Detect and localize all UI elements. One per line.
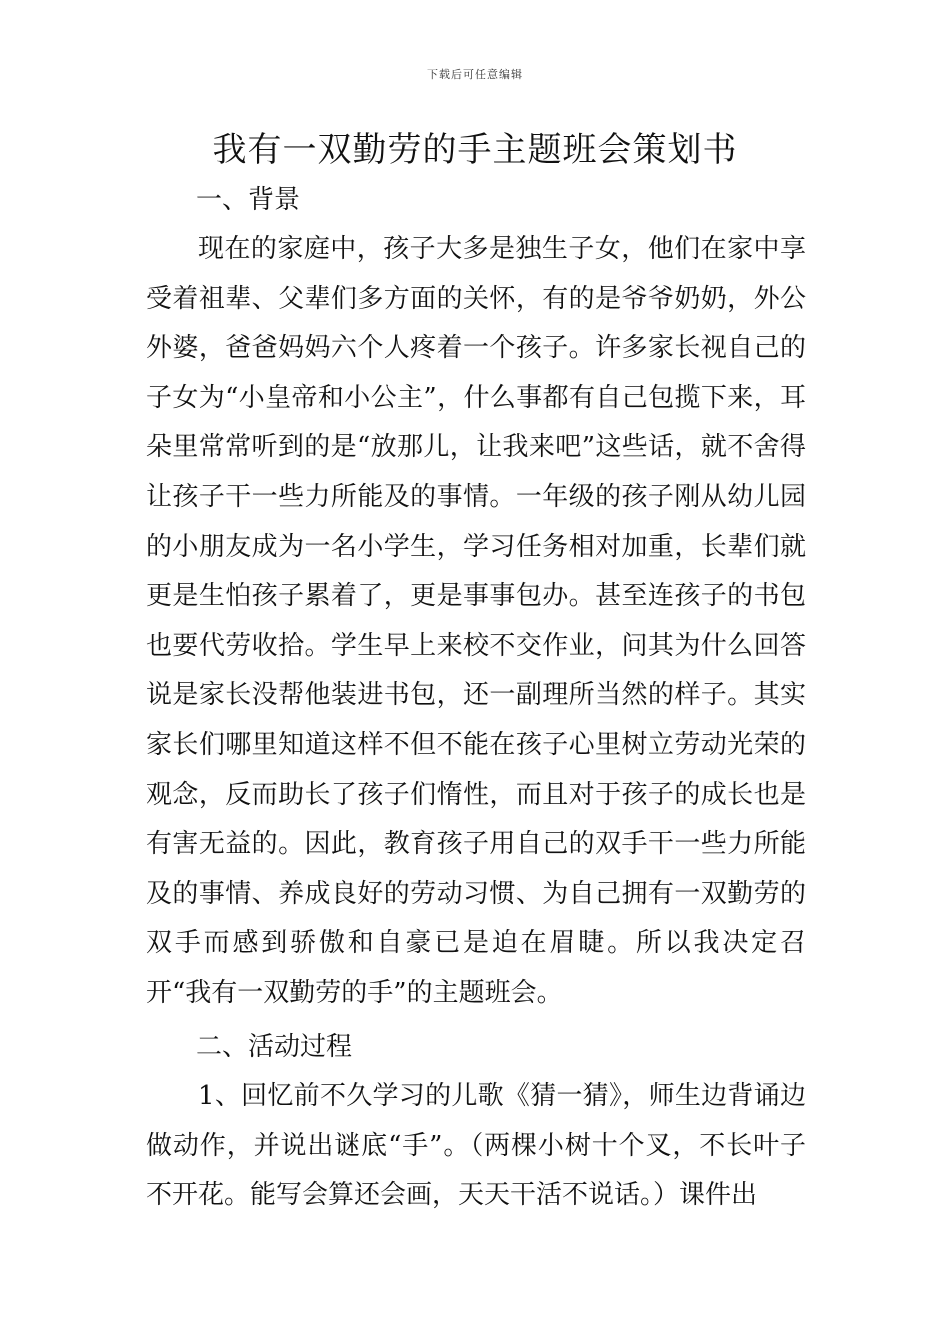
header-note: 下载后可任意编辑 (427, 68, 523, 81)
section-heading-background: 一、背景 (196, 185, 301, 215)
paragraph-background: 现在的家庭中，孩子大多是独生子女，他们在家中享受着祖辈、父辈们多方面的关怀，有的是爷爷奶奶，外公外婆，爸爸妈妈六个人疼着一个孩子。许多家长视自己的子女为“小皇帝和小公主”，什么事都有自己包揽下来，耳朵里常常听到的是“放那儿，让我来吧”这些话，就不舍得让孩子干一些力所能及的事情。一年级的孩子刚从幼儿园的小朋友成为一名小学生，学习任务相对加重，长辈们就更是生怕孩子累着了，更是事事包办。甚至连孩子的书包也要代劳收拾。学生早上来校不交作业，问其为什么回答说是家长没帮他装进书包，还一副理所当然的样子。其实家长们哪里知道这样不但不能在孩子心里树立劳动光荣的观念，反而助长了孩子们惰性，而且对于孩子的成长也是有害无益的。因此，教育孩子用自己的双手干一些力所能及的事情、养成良好的劳动习惯、为自己拥有一双勤劳的双手而感到骄傲和自豪已是迫在眉睫。所以我决定召开“我有一双勤劳的手”的主题班会。 (146, 234, 806, 1008)
paragraph-process: 1、回忆前不久学习的儿歌《猜一猜》，师生边背诵边做动作，并说出谜底“手”。（两棵小树十个叉，不长叶子不开花。能写会算还会画，天天干活不说话。）课件出 (146, 1081, 806, 1211)
page-title: 我有一双勤劳的手主题班会策划书 (212, 130, 738, 170)
section-heading-process: 二、活动过程 (196, 1032, 353, 1062)
